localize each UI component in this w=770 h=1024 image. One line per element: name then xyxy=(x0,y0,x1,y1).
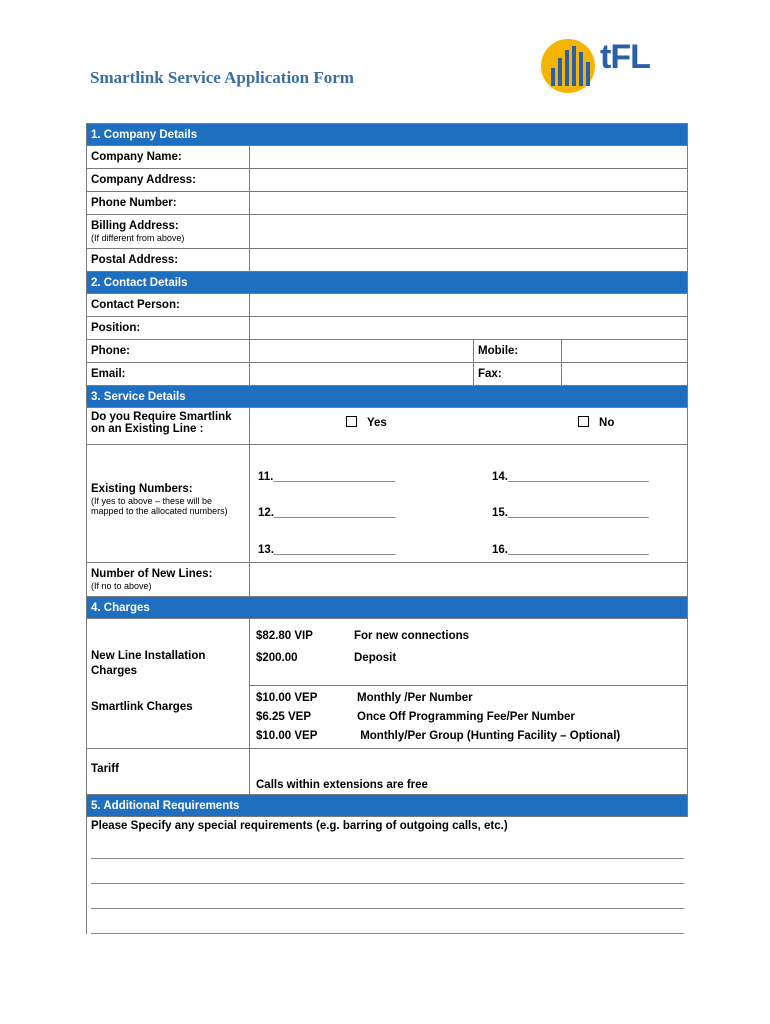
email-field[interactable] xyxy=(250,363,474,386)
postal-address-field[interactable] xyxy=(250,249,688,272)
existing-note-1: (If yes to above – these will be xyxy=(91,496,213,506)
requirements-line[interactable] xyxy=(91,859,684,884)
phone-label: Phone: xyxy=(87,340,250,363)
existing-number-13[interactable]: 13.___________________ xyxy=(258,544,396,556)
phone-number-field[interactable] xyxy=(250,192,688,215)
new-lines-label xyxy=(87,563,250,597)
yes-option[interactable] xyxy=(346,417,387,429)
billing-address-text: Billing Address: xyxy=(91,220,179,232)
requirements-line[interactable] xyxy=(91,884,684,909)
billing-address-label xyxy=(87,215,250,249)
billing-note: (If different from above) xyxy=(91,233,185,243)
new-lines-note: (If no to above) xyxy=(91,581,152,591)
mobile-label: Mobile: xyxy=(474,340,562,363)
requirements-line[interactable] xyxy=(91,834,684,859)
company-address-label: Company Address: xyxy=(87,169,250,192)
charge-desc: Once Off Programming Fee/Per Number xyxy=(357,710,575,723)
charge-price: $6.25 VEP xyxy=(256,710,311,723)
existing-number-11[interactable]: 11.___________________ xyxy=(258,471,395,483)
yes-label: Yes xyxy=(367,417,387,429)
additional-requirements xyxy=(87,817,688,935)
section-heading-contact: 2. Contact Details xyxy=(87,272,688,294)
charge-desc: Monthly/Per Group (Hunting Facility – Optional) xyxy=(357,729,621,742)
installation-charges xyxy=(250,619,688,686)
position-field[interactable] xyxy=(250,317,688,340)
additional-prompt: Please Specify any special requirements (e.g. barring of outgoing calls, etc.) xyxy=(91,820,508,832)
phone-field[interactable] xyxy=(250,340,474,363)
mobile-field[interactable] xyxy=(562,340,688,363)
fax-field[interactable] xyxy=(562,363,688,386)
section-heading-service: 3. Service Details xyxy=(87,386,688,408)
existing-note-2: mapped to the allocated numbers) xyxy=(91,506,228,516)
charge-desc: For new connections xyxy=(354,630,470,642)
existing-numbers-grid xyxy=(250,445,688,563)
require-smartlink-options xyxy=(250,408,688,445)
company-name-field[interactable] xyxy=(250,146,688,169)
section-heading-company: 1. Company Details xyxy=(87,124,688,146)
smartlink-charges xyxy=(250,686,688,749)
existing-number-16[interactable]: 16.______________________ xyxy=(492,544,649,556)
require-q-line-2: on an Existing Line : xyxy=(91,423,204,435)
smartlink-charges-label: Smartlink Charges xyxy=(91,701,193,713)
company-address-field[interactable] xyxy=(250,169,688,192)
section-heading-additional: 5. Additional Requirements xyxy=(87,795,688,817)
page-title: Smartlink Service Application Form xyxy=(90,68,354,87)
contact-person-field[interactable] xyxy=(250,294,688,317)
new-line-installation-label: New Line Installation Charges xyxy=(91,650,206,677)
existing-number-14[interactable]: 14.______________________ xyxy=(492,471,649,483)
fax-label: Fax: xyxy=(474,363,562,386)
require-q-line-1: Do you Require Smartlink xyxy=(91,411,232,423)
tariff-label: Tariff xyxy=(87,749,250,795)
phone-number-label: Phone Number: xyxy=(87,192,250,215)
position-label: Position: xyxy=(87,317,250,340)
charge-price: $82.80 VIP xyxy=(256,630,313,642)
postal-address-label: Postal Address: xyxy=(87,249,250,272)
contact-person-label: Contact Person: xyxy=(87,294,250,317)
company-name-label: Company Name: xyxy=(87,146,250,169)
charge-price: $10.00 VEP xyxy=(256,729,318,742)
charge-desc: Deposit xyxy=(354,652,397,664)
new-lines-text: Number of New Lines: xyxy=(91,568,213,580)
billing-address-field[interactable] xyxy=(250,215,688,249)
new-lines-field[interactable] xyxy=(250,563,688,597)
requirements-line[interactable] xyxy=(91,909,684,934)
section-heading-charges: 4. Charges xyxy=(87,597,688,619)
no-checkbox[interactable] xyxy=(578,416,589,427)
charges-labels xyxy=(87,619,250,749)
logo-text: tFL xyxy=(600,38,650,76)
charge-price: $200.00 xyxy=(256,652,298,664)
yes-checkbox[interactable] xyxy=(346,416,357,427)
existing-number-15[interactable]: 15.______________________ xyxy=(492,507,649,519)
no-option[interactable] xyxy=(578,417,614,429)
require-smartlink-label xyxy=(87,408,250,445)
existing-numbers-label xyxy=(87,445,250,563)
tariff-note: Calls within extensions are free xyxy=(250,749,688,795)
email-label: Email: xyxy=(87,363,250,386)
application-form xyxy=(86,123,688,934)
charge-price: $10.00 VEP xyxy=(256,691,318,704)
charge-desc: Monthly /Per Number xyxy=(357,691,473,704)
no-label: No xyxy=(599,417,615,429)
existing-numbers-text: Existing Numbers: xyxy=(91,483,193,495)
existing-number-12[interactable]: 12.___________________ xyxy=(258,507,396,519)
